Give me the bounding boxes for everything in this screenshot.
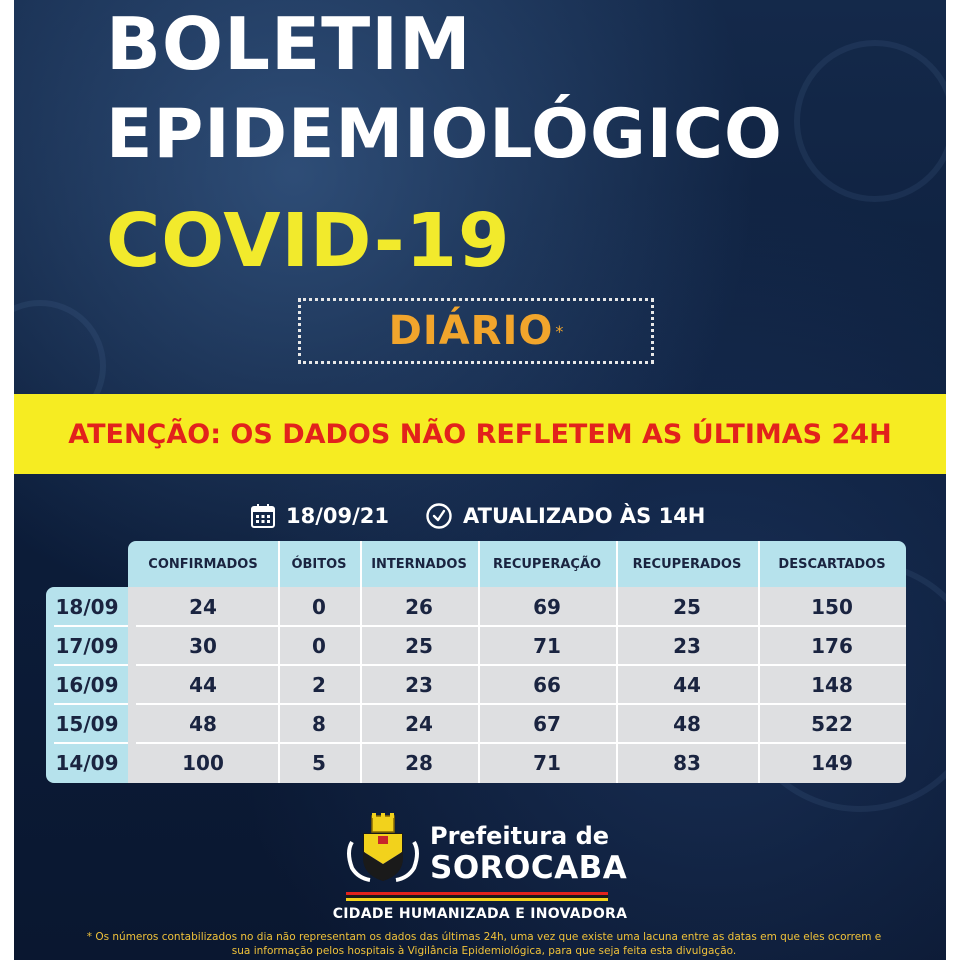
- cell-obitos: 0: [312, 633, 326, 658]
- table-row: [46, 704, 906, 743]
- cell-recuperacao: 69: [533, 594, 561, 619]
- header-confirmados: CONFIRMADOS: [148, 556, 258, 572]
- title-line-2: EPIDEMIOLÓGICO: [106, 95, 783, 174]
- title-covid: COVID-19: [106, 198, 511, 284]
- cell-descartados: 149: [811, 750, 853, 775]
- header-recuperacao: RECUPERAÇÃO: [492, 556, 602, 572]
- cell-descartados: 522: [811, 711, 853, 736]
- prefeitura-logo: [344, 812, 628, 908]
- cell-confirmados: 24: [189, 594, 217, 619]
- title-line-1: BOLETIM: [106, 2, 472, 86]
- cell-obitos: 5: [312, 750, 326, 775]
- cell-internados: 26: [405, 594, 433, 619]
- logo-line-1: Prefeitura de: [430, 822, 610, 850]
- diario-badge: [298, 298, 654, 364]
- row-date: 17/09: [55, 633, 119, 658]
- cell-descartados: 148: [811, 672, 853, 697]
- row-date: 14/09: [55, 750, 119, 775]
- cell-recuperados: 23: [673, 633, 701, 658]
- alert-banner: [14, 394, 946, 474]
- cell-confirmados: 44: [189, 672, 217, 697]
- slogan: CIDADE HUMANIZADA E INOVADORA: [332, 906, 628, 922]
- virus-decoration: [794, 40, 946, 202]
- cell-descartados: 150: [811, 594, 853, 619]
- row-date: 15/09: [55, 711, 119, 736]
- cell-internados: 25: [405, 633, 433, 658]
- cell-recuperacao: 71: [533, 750, 561, 775]
- cell-internados: 28: [405, 750, 433, 775]
- diario-label: DIÁRIO: [388, 308, 554, 354]
- update-info: [425, 502, 705, 530]
- updated-time: ATUALIZADO ÀS 14H: [463, 504, 706, 528]
- cell-obitos: 0: [312, 594, 326, 619]
- cell-recuperados: 25: [673, 594, 701, 619]
- date-info: [250, 503, 389, 529]
- alert-text: ATENÇÃO: OS DADOS NÃO REFLETEM AS ÚLTIMAS 24H: [68, 418, 892, 450]
- bulletin-poster: [14, 0, 946, 960]
- row-date: 18/09: [55, 594, 119, 619]
- flag-stripe-yellow: [346, 898, 608, 901]
- header-recuperados: RECUPERADOS: [632, 556, 742, 572]
- calendar-icon: [250, 503, 276, 529]
- clock-icon: [425, 502, 453, 530]
- cell-recuperacao: 71: [533, 633, 561, 658]
- cell-recuperacao: 66: [533, 672, 561, 697]
- cell-recuperados: 48: [673, 711, 701, 736]
- covid-data-table: [46, 541, 906, 783]
- table-row: [46, 743, 906, 782]
- footnote: * Os números contabilizados no dia não representam os dados das últimas 24h, uma vez que existe uma lacuna entre as datas em que eles ocorrem e sua informação pelos hospitais à Vigilância Epidemiológica, para que seja feita esta divulgação.: [86, 931, 882, 957]
- header-internados: INTERNADOS: [371, 556, 467, 572]
- cell-internados: 23: [405, 672, 433, 697]
- logo-line-2: SOROCABA: [430, 850, 628, 886]
- cell-internados: 24: [405, 711, 433, 736]
- cell-obitos: 8: [312, 711, 326, 736]
- table-row: [46, 587, 906, 626]
- cell-confirmados: 30: [189, 633, 217, 658]
- header-descartados: DESCARTADOS: [778, 556, 886, 572]
- cell-confirmados: 100: [182, 750, 224, 775]
- header-obitos: ÓBITOS: [291, 556, 347, 572]
- cell-recuperados: 83: [673, 750, 701, 775]
- table-header: [128, 541, 906, 587]
- bulletin-meta: [250, 500, 741, 532]
- cell-recuperados: 44: [673, 672, 701, 697]
- cell-obitos: 2: [312, 672, 326, 697]
- row-date: 16/09: [55, 672, 119, 697]
- cell-confirmados: 48: [189, 711, 217, 736]
- table-row: [46, 665, 906, 704]
- sorocaba-coat-of-arms-icon: [344, 812, 422, 886]
- table-row: [46, 626, 906, 665]
- diario-asterisk: *: [555, 321, 564, 341]
- bulletin-date: 18/09/21: [286, 504, 390, 528]
- cell-recuperacao: 67: [533, 711, 561, 736]
- cell-descartados: 176: [811, 633, 853, 658]
